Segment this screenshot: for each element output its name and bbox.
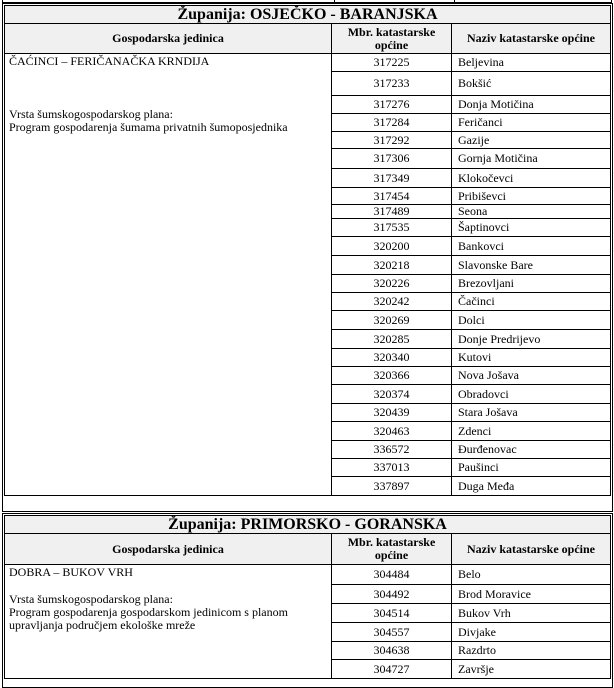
cadastral-number: 317233 (332, 72, 452, 96)
cadastral-number: 317284 (332, 114, 452, 132)
cadastral-number: 320218 (332, 256, 452, 275)
cadastral-name: Zdenci (452, 422, 611, 441)
cadastral-number: 304492 (332, 585, 452, 604)
cadastral-number: 320242 (332, 293, 452, 311)
cadastral-name: Bankovci (452, 237, 611, 256)
header-name: Naziv katastarske općine (452, 24, 611, 54)
cadastral-name: Donja Motičina (452, 96, 611, 114)
cadastral-name: Belo (452, 565, 611, 585)
cadastral-name: Feričanci (452, 114, 611, 132)
cadastral-number: 317276 (332, 96, 452, 114)
cadastral-name: Razdrto (452, 642, 611, 660)
plan-type-value: Program gospodarenja šumama privatnih šumoposjednika (9, 120, 288, 134)
cadastral-name: Obradovci (452, 385, 611, 404)
cadastral-number: 320439 (332, 404, 452, 422)
cadastral-number: 304484 (332, 565, 452, 585)
cadastral-name: Nova Jošava (452, 367, 611, 385)
header-name: Naziv katastarske općine (452, 534, 611, 565)
cadastral-number: 320366 (332, 367, 452, 385)
cadastral-number: 320340 (332, 349, 452, 367)
header-unit: Gospodarska jedinica (5, 534, 332, 565)
county-table (4, 515, 611, 679)
management-unit-name: ČAĆINCI – FERIČANAČKA KRNDIJA (9, 54, 210, 68)
table-row (5, 54, 611, 72)
cadastral-number: 304514 (332, 604, 452, 623)
cadastral-name: Čačinci (452, 293, 611, 311)
cadastral-number: 320200 (332, 237, 452, 256)
cadastral-name: Bukov Vrh (452, 604, 611, 623)
cadastral-number: 337897 (332, 477, 452, 496)
cadastral-number: 304727 (332, 660, 452, 679)
cadastral-number: 317454 (332, 188, 452, 205)
cadastral-name: Brezovljani (452, 275, 611, 293)
cadastral-name: Duga Međa (452, 477, 611, 496)
county-table (4, 5, 611, 496)
cadastral-name: Dolci (452, 311, 611, 330)
cadastral-name: Klokočevci (452, 169, 611, 188)
cadastral-number: 317349 (332, 169, 452, 188)
cadastral-number: 304557 (332, 623, 452, 642)
cadastral-name: Đurđenovac (452, 441, 611, 459)
cadastral-name: Završje (452, 660, 611, 679)
plan-type-label: Vrsta šumskogospodarskog plana: (9, 592, 173, 606)
cadastral-name: Kutovi (452, 349, 611, 367)
cadastral-name: Paušinci (452, 459, 611, 477)
management-unit-cell (5, 565, 332, 679)
header-unit: Gospodarska jedinica (5, 24, 332, 54)
county-title: Županija: OSJEČKO - BARANJSKA (5, 6, 611, 24)
cadastral-number: 317225 (332, 54, 452, 72)
county-table-primorsko-goranska (2, 513, 613, 688)
plan-type-value: Program gospodarenja gospodarskom jedinicom s planom upravljanja područjem ekološke mreže (9, 605, 288, 632)
cadastral-number: 317306 (332, 149, 452, 169)
cadastral-number: 320269 (332, 311, 452, 330)
cadastral-number: 317292 (332, 132, 452, 149)
cadastral-name: Slavonske Bare (452, 256, 611, 275)
cadastral-number: 317489 (332, 205, 452, 219)
cadastral-number: 337013 (332, 459, 452, 477)
cadastral-name: Gornja Motičina (452, 149, 611, 169)
cadastral-name: Beljevina (452, 54, 611, 72)
cadastral-name: Stara Jošava (452, 404, 611, 422)
cadastral-number: 317535 (332, 219, 452, 237)
county-table-osjecko-baranjska (2, 3, 613, 512)
cadastral-number: 320463 (332, 422, 452, 441)
cadastral-name: Divjake (452, 623, 611, 642)
header-number: Mbr. katastarske općine (332, 24, 452, 54)
cadastral-name: Donje Predrijevo (452, 330, 611, 349)
management-unit-name: DOBRA – BUKOV VRH (9, 565, 133, 579)
cadastral-name: Bokšić (452, 72, 611, 96)
cadastral-number: 320226 (332, 275, 452, 293)
table-row (5, 565, 611, 585)
cadastral-name: Brod Moravice (452, 585, 611, 604)
cadastral-number: 320285 (332, 330, 452, 349)
management-unit-cell (5, 54, 332, 496)
county-title: Županija: PRIMORSKO - GORANSKA (5, 516, 611, 534)
cadastral-number: 336572 (332, 441, 452, 459)
cadastral-name: Gazije (452, 132, 611, 149)
plan-type-label: Vrsta šumskogospodarskog plana: (9, 107, 173, 121)
cadastral-number: 320374 (332, 385, 452, 404)
cadastral-name: Šaptinovci (452, 219, 611, 237)
cadastral-number: 304638 (332, 642, 452, 660)
cadastral-name: Pribiševci (452, 188, 611, 205)
cadastral-name: Seona (452, 205, 611, 219)
header-number: Mbr. katastarske općine (332, 534, 452, 565)
